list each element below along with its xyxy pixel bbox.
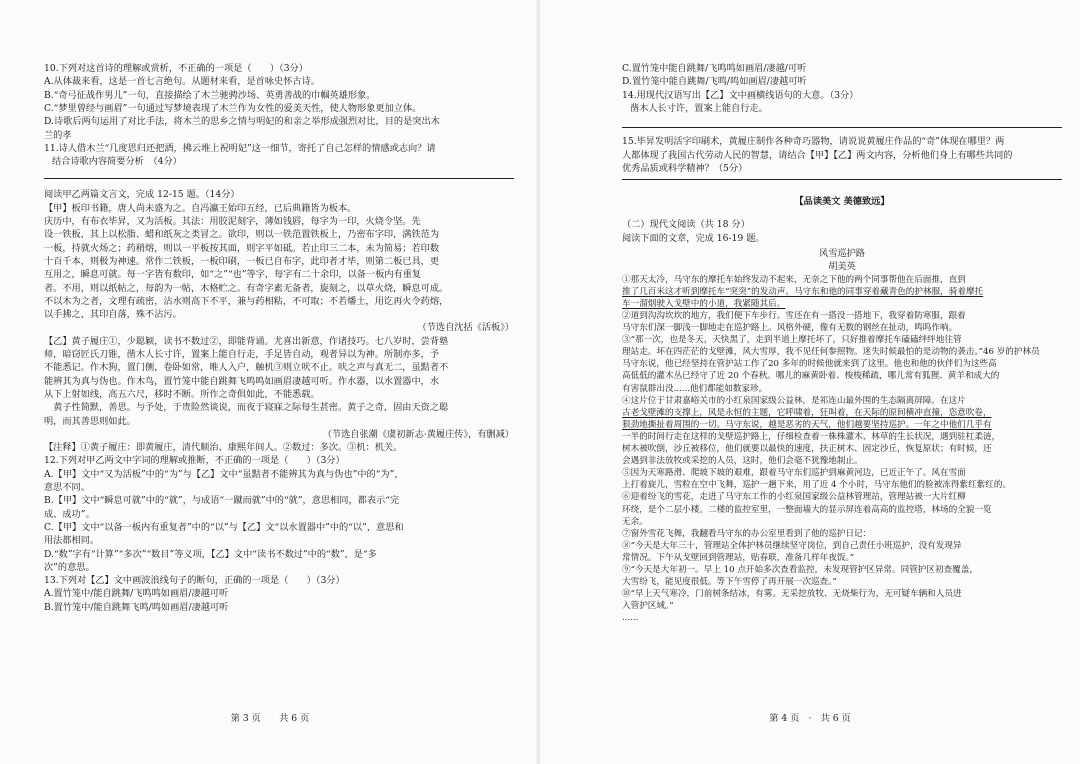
article-paragraph-line: 常情况。下午从戈壁回到管理站，贴春联，准备几样年夜饭。” <box>622 552 855 563</box>
article-paragraph-line: 马守东说，他已经坚持在管护站工作了20 多年的时候他就来到了这里。他也和他的伙伴们为这些高 <box>622 359 997 370</box>
article-paragraph-line: ⑨“今天是大年初一。早上 10 点开始多次查看监控，未发现管护区异常。同管护区初查覆盖， <box>622 565 978 575</box>
article-paragraph-line: 树木被吹倒，沙丘被移位，他们就要以最快的速度，扶正树木、固定沙丘，恢复原状；有时候，还 <box>622 444 992 454</box>
passage-jia-line: 一板，持就火炀之；药稍熔，则以一平板按其面，则字平如砥。若止印三二本，未为简易；若印数 <box>44 242 440 254</box>
article-paragraph-line: ②道到沟沟坎坎的地方，我们便下车步行。雪还在有一搭没一搭地下，我穿着防寒服，跟着 <box>622 310 966 321</box>
passage-yi-source: （节选自张潮《虞初新志·黄履庄传》，有删减） <box>322 428 514 440</box>
question-13-option: C.置竹笼中能自跳舞/飞鸣鸣如画眉/凄越/可听 <box>622 63 807 74</box>
passage-notes: 【注释】①黄子履庄：即黄履庄，清代顺治、康熙年间人。②数过：多次。③机：机关。 <box>44 442 403 454</box>
question-13-stem: 13.下列对【乙】文中画波浪线句子的断句，正确的一项是（ ）（3分） <box>44 575 345 587</box>
answer-line-divider <box>44 178 514 179</box>
passage-jia-line: 者。不用，则以纸帖之，每韵为一帖，木格贮之。有奇字素无备者，旋刻之，以草火烧，瞬息可成。 <box>44 282 449 294</box>
passage-jia-line: 互用之，瞬息可就。每一字皆有数印，如“之”“也”等字，每字有二十余印，以备一板内有重复 <box>44 269 422 281</box>
article-paragraph-line: 会遇到非法放牧或采挖的人员，这时，他们会毫不犹豫地制止。 <box>622 456 863 467</box>
passage-jia-line: 以手拂之，其印自落，殊不沾污。 <box>44 309 182 321</box>
question-10-stem: 10.下列对这首诗的理解或赏析，不正确的一项是（ ）（3分） <box>44 63 308 74</box>
question-12-line: 12.下列对甲乙两文中字词的理解或推断，不正确的一项是（ ）（3分） <box>44 455 345 467</box>
article-paragraph-line: 狠劲地撕扯着周围的一切。马守东说，越是恶劣的天气，他们越要坚持巡护。一年之中他们几乎有 <box>622 419 992 430</box>
question-15-line: 人都体现了我国古代劳动人民的智慧，请结合【甲】【乙】两文内容，分析他们身上有哪些共同的 <box>622 149 1013 161</box>
passage-jia-source: （节选自沈括《活板》） <box>417 322 514 334</box>
question-14-quote: 凿木人长寸许，置案上能自行走。 <box>630 102 768 114</box>
article-paragraph-line: 入管护区域。” <box>622 601 674 612</box>
article-title: 风雪巡护路 <box>819 248 865 259</box>
article-paragraph-line: ③“那一次，也是冬天，天快黑了，走到半道上摩托坏了，只好推着摩托车磕磕绊绊地往管 <box>622 335 962 346</box>
passage-jia-line: 十百千本，则极为神速。常作二铁板，一板印刷，一板已自布字，此印者才毕，则第二板已具，更 <box>44 255 440 267</box>
passage-yi-line: 【乙】黄子履庄①，少聪颖，读书不数过②，即能背诵。尤喜出新意，作诸技巧。七八岁时，尝背塾 <box>44 335 449 347</box>
question-10-option: D.诗歌后两句运用了对比手法，将木兰的思乡之情与明妃的和亲之举形成强烈对比，目的是突出木 <box>44 116 440 128</box>
article-paragraph-line: ⑧“今天是大年三十，管理站全体护林员继续坚守岗位，到自己责任小班巡护，没有发现异 <box>622 540 962 551</box>
question-13-option: B.置竹笼中/能自跳舞飞鸣/鸣如画眉/凄越可听 <box>44 601 229 613</box>
passage-jia-line: 不以木为之者，文理有疏密，沾水则高下不平，兼与药相粘，不可取；不若燔土，用讫再火令药熔， <box>44 295 449 307</box>
page-footer: 第 4 页 · 共 6 页 <box>769 713 851 724</box>
page-footer: 第 3 页 共 6 页 <box>230 713 310 724</box>
question-12-line: B.【甲】文中“瞬息可就”中的“就”，与成语“一蹴而就”中的“就”，意思相同，都表示“完 <box>44 495 400 507</box>
article-paragraph-line: 马守东们深一脚浅一脚地走在巡护路上。风格外硬，像有无数的钢丝在扯动，鸣呜作响。 <box>622 323 958 333</box>
passage-intro: 阅读甲乙两篇文言文，完成 12-15 题。（14分） <box>44 189 240 201</box>
question-10-option: A.从体裁来看，这是一首七言绝句。从题材来看，是首咏史怀古诗。 <box>44 76 320 88</box>
article-paragraph-line: 无余。 <box>622 516 648 527</box>
article-paragraph-line: 环绕，是个二层小楼。二楼的监控室里，一整面墙大的显示屏连着高高的监控塔，林场的全貌一览 <box>622 504 992 515</box>
article-paragraph-line: ⑤因为天寒路滑、爬坡下坡的艰难，跟着马守东们巡护到麻黄河边，已近正午了。风在雪面 <box>622 468 966 479</box>
question-14-stem: 14.用现代汉语写出【乙】文中画横线语句的大意。（3分） <box>622 89 859 101</box>
article-paragraph-line: 古老戈壁滩的支撑上，风是永恒的主题，它呼啸着，狂叫着，在天际的原间横冲直撞，恣意吹卷， <box>622 407 992 418</box>
modern-reading-title: （二）现代文阅读（共 18 分） <box>622 219 750 231</box>
article-paragraph-line: 推了几百米这才听到摩托车“突突”的发动声。马守东和他的同事穿着藏青色的护林服，骑着摩托 <box>622 286 984 297</box>
question-12-line: A.【甲】文中“又为活板”中的“为”与【乙】文中“虽黠者不能辨其为真与伪也”中的“为”， <box>44 468 404 480</box>
answer-line-divider <box>622 179 1062 180</box>
question-10-option: 兰的孝 <box>44 129 72 141</box>
article-paragraph-line: 一半的时间行走在这样的戈壁巡护路上，仔细检查着一株株灌木、林草的生长状况，遇到驻杠柔涟， <box>622 431 1001 442</box>
article-paragraph-line: 车一溜烟驶入戈壁中的小道，我紧随其后。 <box>622 298 786 309</box>
question-12-line: 次”的意思。 <box>44 561 95 573</box>
passage-yi-line: 从下上射如线，高五六尺，移时不断。所作之奇俱如此，不能悉载。 <box>44 388 320 400</box>
exam-page-4 <box>540 0 1080 764</box>
article-author: 胡美英 <box>828 261 856 273</box>
question-12-line: D.“数”字有“计算”“多次”“数目”等义项，【乙】文中“读书不数过”中的“数”，是“多 <box>44 548 377 560</box>
passage-jia-line: 【甲】板印书籍，唐人尚未盛为之。自冯瀛王始印五经，已后典籍皆为板本。 <box>44 202 357 214</box>
article-paragraph-line: ⑥迎着纷飞的雪花，走进了马守东工作的小红泉国家级公益林管理站，管理站被一大片红柳 <box>622 492 966 503</box>
passage-yi-line: 师，暗窃匠氏刀锥，凿木人长寸许，置案上能自行走，手足皆自动，观者异以为神。所制亦多，予 <box>44 349 440 360</box>
question-10-option: B.“奇弓征战作男儿”一句，直接描绘了木兰驰骋沙场、英勇善战的巾帼英雄形象。 <box>44 89 376 101</box>
question-13-option: D.置竹笼中能自跳舞/飞鸣/鸣如画眉/凄越可听 <box>622 76 807 88</box>
article-paragraph-line: ⑦窗外雪花飞舞，我翻看马守东的办公室里看到了他的巡护日记： <box>622 528 872 539</box>
article-paragraph-line: 大雪纷飞，能见度很低。等下午雪停了再开展一次巡查。” <box>622 577 837 588</box>
question-11-line: 结合诗歌内容简要分析 （4分） <box>52 156 182 168</box>
passage-yi-line: 能辨其为真与伪也。作木鸟，置竹笼中能自跳舞飞鸣鸣如画眉凄越可听。作水器，以水置器中，水 <box>44 375 440 387</box>
article-paragraph-line: ⑩“早上天气寒冷，门前树条结冰，有雾。无采挖放牧、无烧柴行为，无可疑车辆和人员进 <box>622 589 962 600</box>
question-15-line: 优秀品质或科学精神？（5分） <box>622 162 748 174</box>
section-header: 【品读美文 美德致远】 <box>794 196 890 208</box>
article-paragraph-line: 高低低的灌木丛已经守了近 20 个春秋。哪儿的麻黄卧着、梭梭稀疏，哪儿常有狐狸、黄羊和成大的 <box>622 371 1000 382</box>
question-11-line: 11.诗人借木兰“几度思归还把酒，拂云堆上祝明妃”这一细节，寄托了自己怎样的情感或志向？请 <box>44 142 436 154</box>
article-paragraph-line: ...... <box>622 613 639 624</box>
question-13-option: A.置竹笼中/能自跳舞/飞鸣鸣如画眉/凄越可听 <box>44 588 229 600</box>
question-12-line: C.【甲】文中“以备一板内有重复者”中的“以”与【乙】文“以水置器中”中的“以”，意思和 <box>44 521 404 533</box>
article-paragraph-line: ④这片位于甘肃嘉峪关市的小红泉国家级公益林，是祁连山最外围的生态隔离屏障。在这片 <box>622 395 966 406</box>
article-paragraph-line: ①那天太冷，马守东的摩托车始终发动不起来，无奈之下他的两个同事帮他在后面推，直到 <box>622 274 966 285</box>
article-paragraph-line: 有害鼠群出没......他们都能如数家珍。 <box>622 383 768 394</box>
article-paragraph-line: 理站走。坏在四茫茫的戈壁滩，风大雪厚，我不见任何参照物。迷失时候最怕的是动物的袭击。”46 岁的护林员 <box>622 347 1040 358</box>
passage-yi-line: 不能悉记。作木狗，置门侧，卷卧如常，唯人入户，触机③则立吠不止。吠之声与真无二，虽黠者不 <box>44 362 449 374</box>
passage-yi-line: 明，而其善思则如此。 <box>44 415 136 427</box>
article-paragraph-line: 上打着旋儿，雪粒在空中飞舞，巡护一趟下来，用了近 4 个小时，马守东他们的脸被冻得紫红紫红的。 <box>622 480 1012 491</box>
modern-reading-instruction: 阅读下面的文章，完成 16-19 题。 <box>622 232 765 244</box>
question-12-line: 成、成功”。 <box>44 508 95 520</box>
question-15-line: 15.毕昇发明活字印刷术，黄履庄制作各种奇巧器物，请说说黄履庄作品的“奇”体现在哪里？两 <box>622 136 1005 148</box>
question-12-line: 意思不同。 <box>44 482 90 493</box>
question-10-option: C.“梦里曾经与画眉”一句通过写梦境表现了木兰作为女性的爱美天性，使人物形象更加立体。 <box>44 102 422 114</box>
answer-line-divider <box>622 127 1062 128</box>
passage-jia-line: 庆历中，有布衣毕昇，又为活板。其法：用胶泥刻字，薄如钱唇，每字为一印，火烧令坚。先 <box>44 216 421 227</box>
passage-yi-line: 黄子性简默，善思。与予处，于贵险然谈说，而夜于寝寐之际每生甚密。黄子之奇，固由天资之聪 <box>44 402 449 414</box>
passage-jia-line: 设一铁板，其上以松脂、蜡和纸灰之类冒之。欲印，则以一铁范置铁板上，乃密布字印，满铁范为 <box>44 229 440 241</box>
question-12-line: 用法都相同。 <box>44 535 100 547</box>
